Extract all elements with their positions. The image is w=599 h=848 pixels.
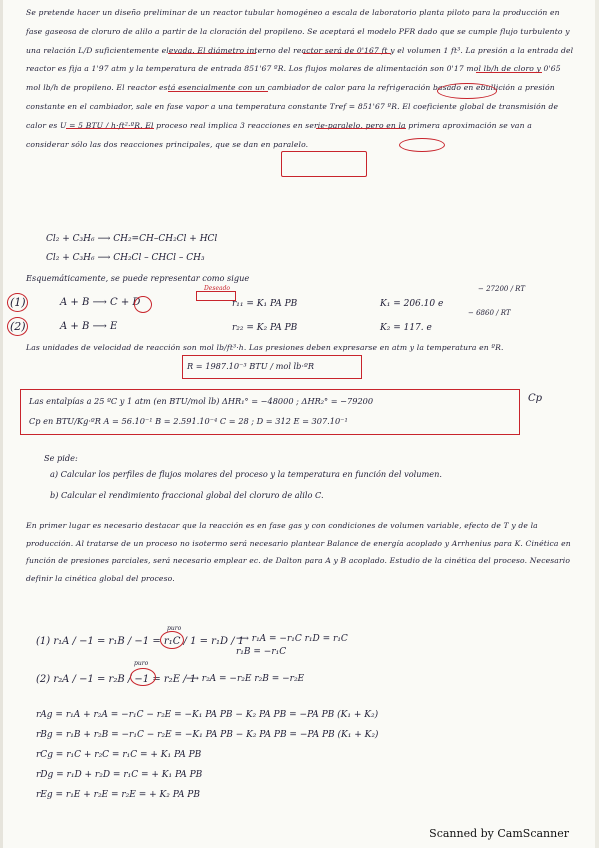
label-puro-2: puro — [134, 660, 149, 667]
rate-e: rEg = r₁E + r₂E = r₂E = + K₂ PA PB — [36, 790, 200, 800]
schematic-intro: Esquemáticamente, se puede representar como sigue — [26, 273, 250, 283]
questions-heading: Se pide: — [44, 453, 78, 463]
intro-paragraph: Se pretende hacer un diseño preliminar de un reactor tubular homogéneo a escala de laboratorio planta piloto para la producción en fase gaseosa de cloruro de alilo a partir de la cloración del propileno. Se aceptará el modelo PFR dado que se cumple flujo turbulento y una relación L/D suficientemente elevada. El diámetro interno del reactor será de 0'167 ft y el volumen 1 ft³. La presión a la entrada del reactor es fija a 1'97 atm y la temperatura de entrada 851'67 ºR. Los flujos molares de alimentación son 0'17 mol lb/h de cloro y 0'65 mol lb/h de propileno. El reactor está esencialmente con un cambiador de calor para la refrigeración basado en ebullición a presión constante en el cambiador, sale en fase vapor a una temperatura constante Tref = 851'67 ºR. El coeficiente global de transmisión de calor es U = 5 BTU / h·ft²·ºR. El proceso real implica 3 reacciones en serie-paralelo, pero en la primera aproximación se van a considerar sólo las dos reacciones principales, que se dan en paralelo. — [26, 8, 574, 149]
circle-r1c — [160, 631, 184, 649]
reaction-2-eq: A + B ⟶ E — [60, 321, 118, 332]
reaction-1-k: K₁ = 206.10 e — [380, 299, 444, 309]
reaction-2-rate: r₂₂ = K₂ PA PB — [232, 323, 298, 333]
circle-product-c — [134, 296, 152, 313]
underline-modelo-pfr — [168, 53, 256, 54]
reaction-1-exp: − 27200 / RT — [478, 285, 525, 293]
scanner-watermark: Scanned by CamScanner — [429, 827, 569, 840]
reaction-1-eq: A + B ⟶ C + D — [60, 297, 141, 308]
cp-line: Cp en BTU/Kg·ºR A = 56.10⁻¹ B = 2.591.10⁻⁴ C = 28 ; D = 312 E = 307.10⁻¹ — [29, 416, 348, 426]
rate-d: rDg = r₁D + r₂D = r₁C = + K₁ PA PB — [36, 770, 203, 780]
relation-1-result-b: r₁B = −r₁C — [236, 647, 287, 657]
reaction-2-raw: Cl₂ + C₃H₆ ⟶ CH₂Cl – CHCl – CH₃ — [46, 253, 205, 263]
label-deseado: Deseado — [204, 285, 231, 292]
rate-a: rAg = r₁A + r₂A = −r₁C − r₂E = −K₁ PA PB − K₂ PA PB = −PA PB (K₁ + K₂) — [36, 710, 379, 720]
enthalpy-line: Las entalpías a 25 ºC y 1 atm (en BTU/mol lb) ΔHR₁° = −48000 ; ΔHR₂° = −79200 — [29, 396, 374, 406]
circle-constante — [399, 138, 445, 152]
circle-r2e — [130, 668, 156, 686]
reaction-2-exp: − 6860 / RT — [468, 309, 511, 317]
reaction-1-number: (1) — [10, 296, 26, 309]
page-edge-left — [0, 0, 3, 848]
rate-b: rBg = r₁B + r₂B = −r₁C − r₂E = −K₁ PA PB − K₂ PA PB = −PA PB (K₁ + K₂) — [36, 730, 379, 740]
units-paragraph: Las unidades de velocidad de reacción son mol lb/ft³·h. Las presiones deben expresarse en atm y la temperatura en ºR. — [26, 343, 504, 352]
reaction-2-number: (2) — [10, 320, 26, 333]
question-b: b) Calcular el rendimiento fraccional global del cloruro de alilo C. — [50, 490, 324, 500]
reaction-1-raw: Cl₂ + C₃H₆ ⟶ CH₂=CH–CH₂Cl + HCl — [46, 234, 218, 244]
relation-2: (2) r₂A / −1 = r₂B / −1 = r₂E / 1 — [36, 674, 197, 685]
cp-side-label: Cp — [528, 393, 543, 404]
circle-temp-entrada — [437, 83, 497, 99]
circle-reaction-1 — [7, 293, 28, 312]
relation-2-result: ⟶ r₂A = −r₂E r₂B = −r₂E — [186, 674, 305, 684]
underline-flujo-turbulento — [303, 53, 391, 54]
underline-presion — [476, 72, 542, 73]
r-constant: R = 1987.10⁻³ BTU / mol lb·ºR — [187, 361, 315, 371]
underline-refrigeracion — [316, 128, 406, 129]
underline-esencialmente — [66, 128, 154, 129]
box-u-value — [281, 151, 367, 177]
box-enthalpy — [20, 389, 520, 435]
analysis-paragraph: En primer lugar es necesario destacar que la reacción es en fase gas y con condiciones de volumen variable, efecto de T y de la producción. Al tratarse de un proceso no isotermo será necesario plantear Balance de energía acoplado y Arrhenius para K. Cinética en función de presiones parciales, será necesario emplear ec. de Dalton para A y B acoplado. Estudio de la cinética del proceso. Necesario definir la cinética global del proceso. — [26, 521, 571, 583]
label-puro-1: puro — [167, 625, 182, 632]
rate-c: rCg = r₁C + r₂C = r₁C = + K₁ PA PB — [36, 750, 202, 760]
reaction-2-k: K₂ = 117. e — [380, 323, 432, 333]
box-deseado — [196, 291, 236, 301]
circle-reaction-2 — [7, 317, 28, 336]
question-a: a) Calcular los perfiles de flujos molares del proceso y la temperatura en función del volumen. — [50, 469, 443, 479]
underline-fija — [168, 91, 268, 92]
page-edge-right — [595, 0, 599, 848]
relation-1: (1) r₁A / −1 = r₁B / −1 = r₁C / 1 = r₁D / 1 — [36, 636, 245, 647]
relation-1-result: ⟶ r₁A = −r₁C r₁D = r₁C — [236, 634, 348, 644]
reaction-1-rate: r₁₁ = K₁ PA PB — [232, 299, 298, 309]
box-r-constant — [182, 355, 362, 379]
